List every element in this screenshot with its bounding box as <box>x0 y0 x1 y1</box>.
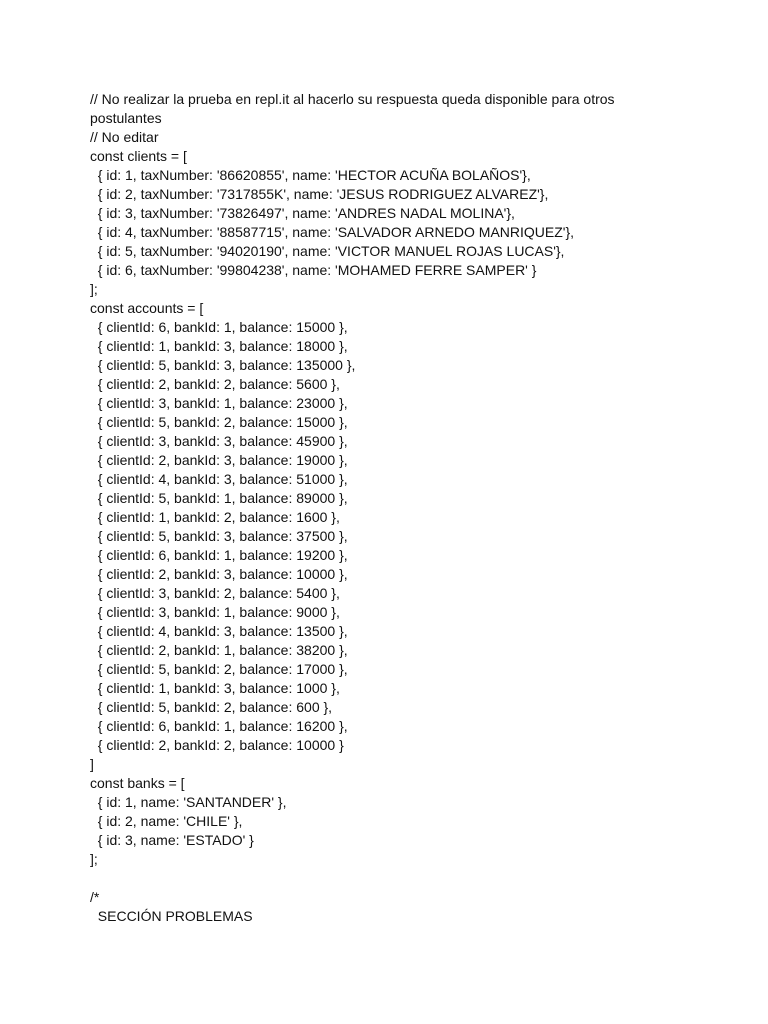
account-entry: { clientId: 2, bankId: 3, balance: 19000 }, <box>90 452 348 468</box>
client-entry: { id: 5, taxNumber: '94020190', name: 'VICTOR MANUEL ROJAS LUCAS'}, <box>90 243 565 259</box>
comment-line: postulantes <box>90 110 162 126</box>
account-entry: { clientId: 1, bankId: 3, balance: 1000 }, <box>90 680 340 696</box>
account-entry: { clientId: 2, bankId: 2, balance: 10000 } <box>90 737 344 753</box>
account-entry: { clientId: 1, bankId: 2, balance: 1600 }, <box>90 509 340 525</box>
account-entry: { clientId: 3, bankId: 1, balance: 23000 }, <box>90 395 348 411</box>
document-body <box>90 90 690 926</box>
clients-declaration: const clients = [ <box>90 148 187 164</box>
array-close: ]; <box>90 281 98 297</box>
client-entry: { id: 6, taxNumber: '99804238', name: 'MOHAMED FERRE SAMPER' } <box>90 262 537 278</box>
accounts-declaration: const accounts = [ <box>90 300 204 316</box>
account-entry: { clientId: 6, bankId: 1, balance: 19200 }, <box>90 547 348 563</box>
account-entry: { clientId: 5, bankId: 3, balance: 37500 }, <box>90 528 348 544</box>
bank-entry: { id: 1, name: 'SANTANDER' }, <box>90 794 287 810</box>
account-entry: { clientId: 3, bankId: 2, balance: 5400 }, <box>90 585 340 601</box>
account-entry: { clientId: 4, bankId: 3, balance: 51000 }, <box>90 471 348 487</box>
account-entry: { clientId: 5, bankId: 2, balance: 17000 }, <box>90 661 348 677</box>
client-entry: { id: 3, taxNumber: '73826497', name: 'ANDRES NADAL MOLINA'}, <box>90 205 515 221</box>
account-entry: { clientId: 2, bankId: 1, balance: 38200 }, <box>90 642 348 658</box>
account-entry: { clientId: 6, bankId: 1, balance: 15000 }, <box>90 319 348 335</box>
account-entry: { clientId: 5, bankId: 2, balance: 15000 }, <box>90 414 348 430</box>
account-entry: { clientId: 4, bankId: 3, balance: 13500 }, <box>90 623 348 639</box>
account-entry: { clientId: 6, bankId: 1, balance: 16200 }, <box>90 718 348 734</box>
client-entry: { id: 4, taxNumber: '88587715', name: 'SALVADOR ARNEDO MANRIQUEZ'}, <box>90 224 575 240</box>
bank-entry: { id: 3, name: 'ESTADO' } <box>90 832 254 848</box>
account-entry: { clientId: 5, bankId: 1, balance: 89000 }, <box>90 490 348 506</box>
array-close: ]; <box>90 851 98 867</box>
account-entry: { clientId: 3, bankId: 3, balance: 45900 }, <box>90 433 348 449</box>
comment-line: // No editar <box>90 129 159 145</box>
bank-entry: { id: 2, name: 'CHILE' }, <box>90 813 243 829</box>
account-entry: { clientId: 3, bankId: 1, balance: 9000 }, <box>90 604 340 620</box>
account-entry: { clientId: 1, bankId: 3, balance: 18000 }, <box>90 338 348 354</box>
client-entry: { id: 1, taxNumber: '86620855', name: 'HECTOR ACUÑA BOLAÑOS'}, <box>90 167 531 183</box>
blank-line <box>90 869 690 888</box>
account-entry: { clientId: 5, bankId: 3, balance: 135000 }, <box>90 357 356 373</box>
client-entry: { id: 2, taxNumber: '7317855K', name: 'JESUS RODRIGUEZ ALVAREZ'}, <box>90 186 549 202</box>
account-entry: { clientId: 5, bankId: 2, balance: 600 }, <box>90 699 333 715</box>
account-entry: { clientId: 2, bankId: 3, balance: 10000 }, <box>90 566 348 582</box>
section-heading: SECCIÓN PROBLEMAS <box>90 908 253 924</box>
account-entry: { clientId: 2, bankId: 2, balance: 5600 }, <box>90 376 340 392</box>
comment-line: // No realizar la prueba en repl.it al hacerlo su respuesta queda disponible para otros <box>90 91 615 107</box>
array-close: ] <box>90 756 94 772</box>
comment-open: /* <box>90 889 100 905</box>
banks-declaration: const banks = [ <box>90 775 185 791</box>
